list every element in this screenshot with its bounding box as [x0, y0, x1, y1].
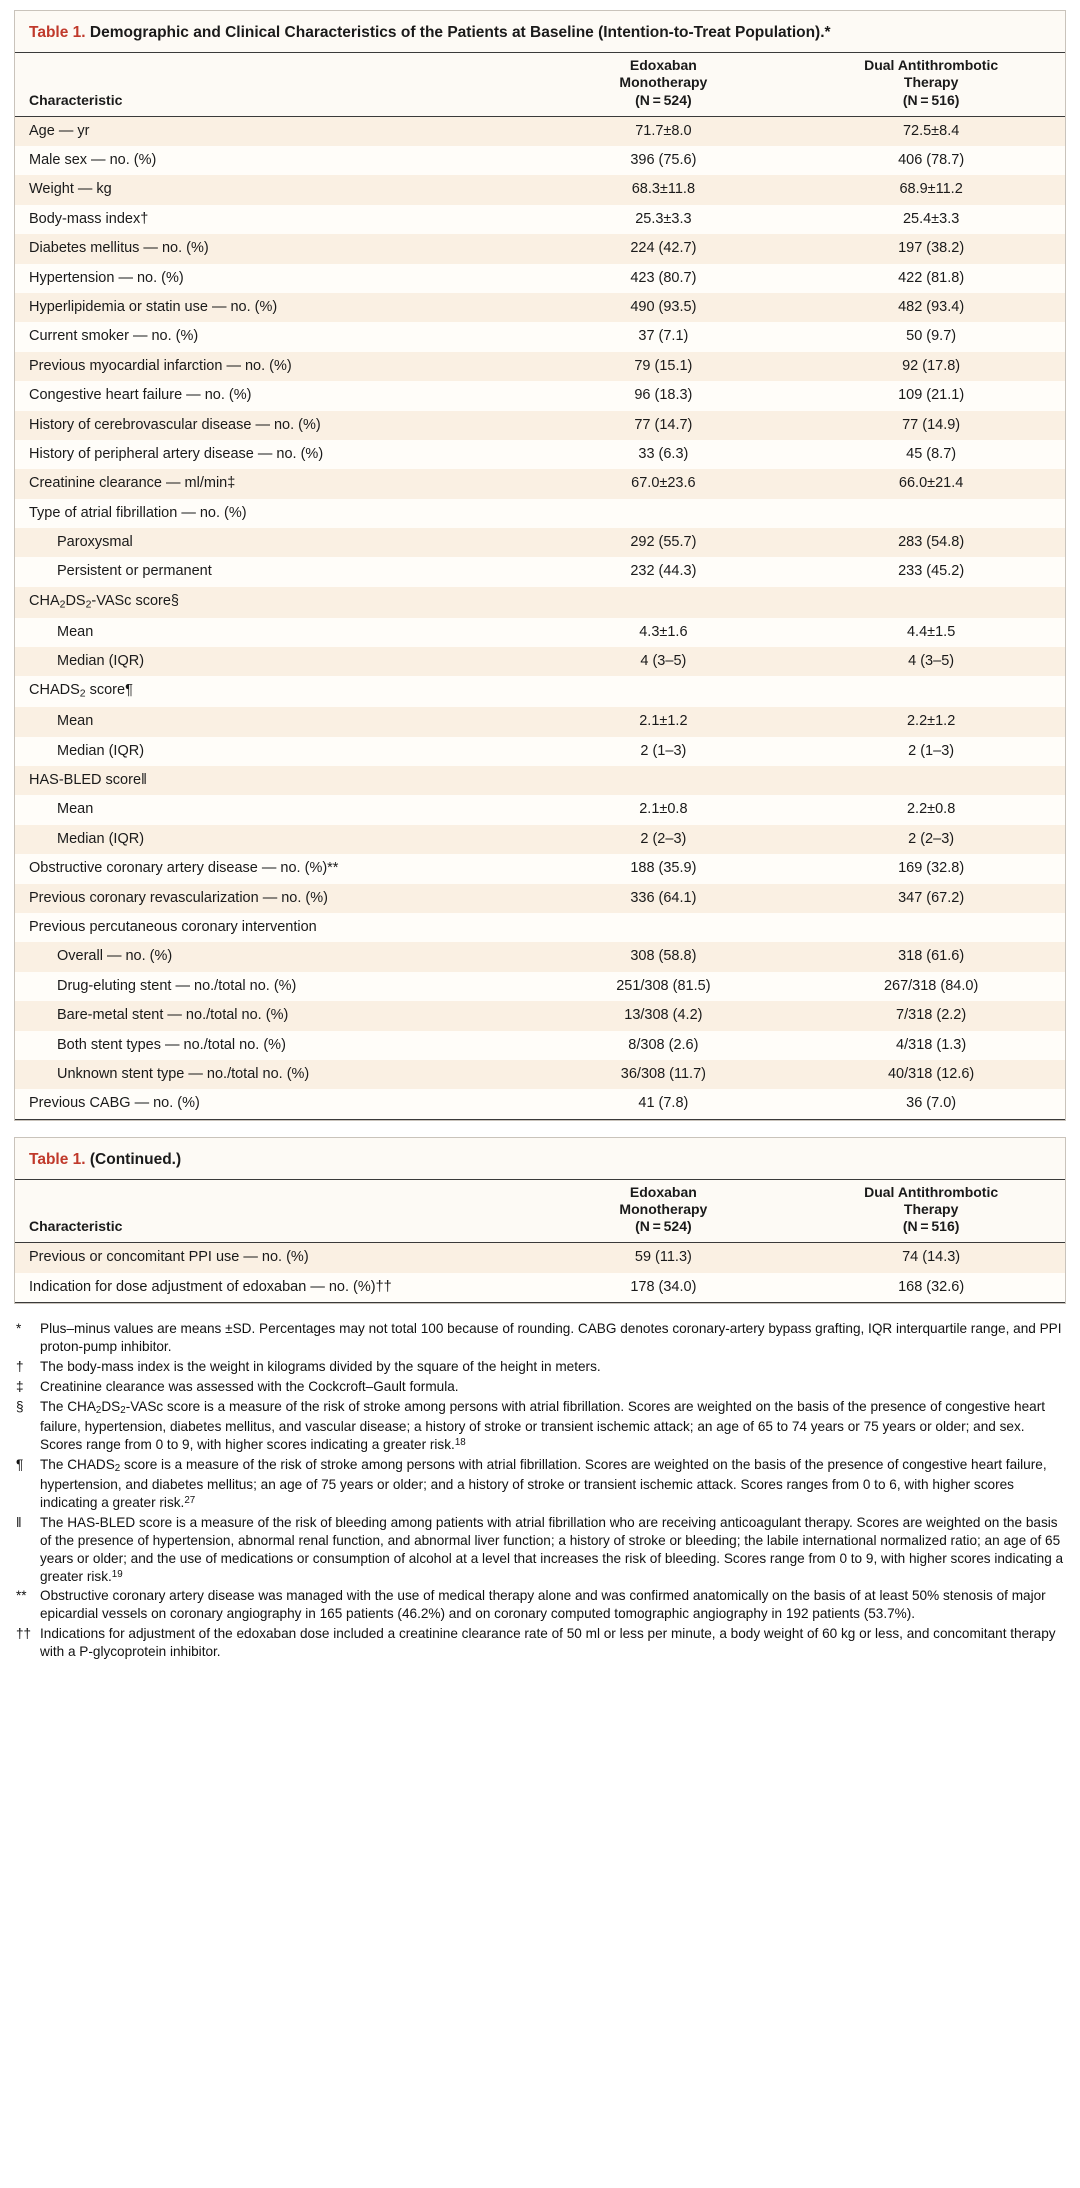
table-1-cont-body: [15, 1243, 1065, 1303]
row-label: $CHADS_2$ score¶: [15, 676, 530, 707]
row-value-dual: [797, 499, 1065, 528]
table-row: [15, 972, 1065, 1001]
row-value-dual: 283 (54.8): [797, 528, 1065, 557]
row-value-edoxaban: 2.1±0.8: [530, 795, 798, 824]
row-label: Median (IQR): [15, 825, 530, 854]
row-value-dual: 197 (38.2): [797, 234, 1065, 263]
row-label: Previous percutaneous coronary intervention: [15, 913, 530, 942]
row-value-edoxaban: 423 (80.7): [530, 264, 798, 293]
row-label: Weight — kg: [15, 175, 530, 204]
row-value-dual: 422 (81.8): [797, 264, 1065, 293]
row-label: Persistent or permanent: [15, 557, 530, 586]
table-row: [15, 469, 1065, 498]
col-header-edoxaban-line2: Monotherapy: [619, 1201, 708, 1218]
row-value-edoxaban: 178 (34.0): [530, 1273, 798, 1303]
table-row: [15, 1001, 1065, 1030]
row-value-edoxaban: 188 (35.9): [530, 854, 798, 883]
table-row: [15, 1060, 1065, 1089]
table-1-title-number: Table 1.: [29, 24, 86, 41]
row-label: Indication for dose adjustment of edoxaban — no. (%)††: [15, 1273, 530, 1303]
row-value-edoxaban: 71.7±8.0: [530, 116, 798, 146]
table-1-cont-title-text: (Continued.): [85, 1150, 182, 1168]
row-value-dual: [797, 766, 1065, 795]
footnote-text: The $CHADS_2$ score is a measure of the risk of stroke among persons with atrial fibrillation. Scores are weighted on the basis of the presence of congestive heart failure, hypertension, and diabetes mellitus; an age of 75 years or older; and a history of stroke or transient ischemic attack. Scores ranges from 0 to 6, with higher scores indicating a greater risk.$^{27}$: [40, 1456, 1047, 1510]
table-row: [15, 1031, 1065, 1060]
col-header-characteristic: Characteristic: [15, 53, 530, 116]
footnote-text: The $CHA_2DS_2$-VASc score is a measure of the risk of stroke among persons with atrial fibrillation. Scores are weighted on the basis of the presence of congestive heart failure, hypertension, diabetes mellitus, and vascular disease; a history of stroke or transient ischemic attack; an age of 65 to 74 years or 75 years or older; and sex. Scores range from 0 to 9, with higher scores indicating a greater risk.$^{18}$: [40, 1398, 1045, 1452]
footnote: [14, 1456, 1066, 1512]
footnote-text: Creatinine clearance was assessed with the Cockcroft–Gault formula.: [40, 1378, 459, 1394]
row-value-edoxaban: 232 (44.3): [530, 557, 798, 586]
col-header-edoxaban-monotherapy: [530, 1180, 798, 1243]
footnote: [14, 1625, 1066, 1661]
row-value-dual: 72.5±8.4: [797, 116, 1065, 146]
row-value-dual: 233 (45.2): [797, 557, 1065, 586]
row-value-edoxaban: 2.1±1.2: [530, 707, 798, 736]
row-value-edoxaban: 37 (7.1): [530, 322, 798, 351]
col-header-characteristic: Characteristic: [15, 1180, 530, 1243]
table-row: [15, 707, 1065, 736]
table-row: [15, 146, 1065, 175]
row-value-dual: 109 (21.1): [797, 381, 1065, 410]
row-label: Median (IQR): [15, 647, 530, 676]
col-header-dual-line1: Dual Antithrombotic: [864, 1184, 999, 1201]
table-row: [15, 499, 1065, 528]
row-value-dual: 68.9±11.2: [797, 175, 1065, 204]
table-row: [15, 825, 1065, 854]
table-row: [15, 264, 1065, 293]
row-label: Median (IQR): [15, 737, 530, 766]
table-row: [15, 381, 1065, 410]
row-value-dual: [797, 913, 1065, 942]
table-1-head: [15, 53, 1065, 116]
row-label: HAS-BLED score‖: [15, 766, 530, 795]
row-value-dual: 4 (3–5): [797, 647, 1065, 676]
row-value-edoxaban: [530, 766, 798, 795]
row-value-dual: 482 (93.4): [797, 293, 1065, 322]
row-value-edoxaban: [530, 499, 798, 528]
row-value-edoxaban: 79 (15.1): [530, 352, 798, 381]
row-label: Drug-eluting stent — no./total no. (%): [15, 972, 530, 1001]
row-label: Previous CABG — no. (%): [15, 1089, 530, 1119]
row-value-edoxaban: 41 (7.8): [530, 1089, 798, 1119]
table-row: [15, 557, 1065, 586]
row-label: Previous or concomitant PPI use — no. (%): [15, 1243, 530, 1273]
row-value-dual: 4.4±1.5: [797, 618, 1065, 647]
row-label: Unknown stent type — no./total no. (%): [15, 1060, 530, 1089]
row-value-dual: 2 (1–3): [797, 737, 1065, 766]
row-value-dual: 36 (7.0): [797, 1089, 1065, 1119]
table-1-continued: [14, 1137, 1066, 1304]
row-value-edoxaban: 292 (55.7): [530, 528, 798, 557]
table-1-body: [15, 116, 1065, 1119]
table-row: [15, 795, 1065, 824]
row-label: Current smoker — no. (%): [15, 322, 530, 351]
row-value-edoxaban: 8/308 (2.6): [530, 1031, 798, 1060]
table-row: [15, 293, 1065, 322]
footnote: [14, 1378, 1066, 1396]
row-label: Type of atrial fibrillation — no. (%): [15, 499, 530, 528]
row-value-edoxaban: 224 (42.7): [530, 234, 798, 263]
row-label: Mean: [15, 707, 530, 736]
row-label: Bare-metal stent — no./total no. (%): [15, 1001, 530, 1030]
row-label: Mean: [15, 618, 530, 647]
row-value-dual: 45 (8.7): [797, 440, 1065, 469]
footnote: [14, 1514, 1066, 1586]
table-row: [15, 205, 1065, 234]
col-header-edoxaban-line1: Edoxaban: [629, 1184, 697, 1201]
row-label: Age — yr: [15, 116, 530, 146]
row-value-dual: 406 (78.7): [797, 146, 1065, 175]
footnote-text: The body-mass index is the weight in kilograms divided by the square of the height in meters.: [40, 1358, 601, 1374]
footnote-marker: ¶: [16, 1456, 24, 1472]
row-value-dual: 169 (32.8): [797, 854, 1065, 883]
table-row: [15, 647, 1065, 676]
row-value-edoxaban: 25.3±3.3: [530, 205, 798, 234]
row-label: History of cerebrovascular disease — no. (%): [15, 411, 530, 440]
row-value-edoxaban: 4.3±1.6: [530, 618, 798, 647]
row-value-edoxaban: 68.3±11.8: [530, 175, 798, 204]
col-header-edoxaban-line1: Edoxaban: [629, 57, 697, 74]
footnote: [14, 1320, 1066, 1356]
footnote-marker: ‖: [16, 1514, 22, 1530]
row-label: Hyperlipidemia or statin use — no. (%): [15, 293, 530, 322]
row-label: Male sex — no. (%): [15, 146, 530, 175]
row-label: Previous myocardial infarction — no. (%): [15, 352, 530, 381]
row-label: Both stent types — no./total no. (%): [15, 1031, 530, 1060]
table-footnotes: [14, 1320, 1066, 1661]
col-header-dual-antithrombotic: [797, 1180, 1065, 1243]
footnote-marker: §: [16, 1398, 24, 1414]
table-row: [15, 1089, 1065, 1119]
row-label: Diabetes mellitus — no. (%): [15, 234, 530, 263]
footnote-text: Indications for adjustment of the edoxaban dose included a creatinine clearance rate of 50 ml or less per minute, a body weight of 60 kg or less, and concomitant therapy with a P-glycoprotein inhibitor.: [40, 1626, 1056, 1660]
row-label: $CHA_2DS_2$-VASc score§: [15, 587, 530, 618]
table-row: [15, 618, 1065, 647]
table-row: [15, 116, 1065, 146]
row-label: Mean: [15, 795, 530, 824]
row-value-edoxaban: 251/308 (81.5): [530, 972, 798, 1001]
row-value-edoxaban: 490 (93.5): [530, 293, 798, 322]
row-label: Hypertension — no. (%): [15, 264, 530, 293]
col-header-edoxaban-line3: (N = 524): [635, 91, 692, 108]
row-value-edoxaban: 308 (58.8): [530, 942, 798, 971]
col-header-dual-line3: (N = 516): [902, 91, 960, 108]
row-value-dual: 7/318 (2.2): [797, 1001, 1065, 1030]
table-row: [15, 440, 1065, 469]
row-value-edoxaban: 4 (3–5): [530, 647, 798, 676]
table-1-cont-title-number: Table 1.: [29, 1150, 86, 1168]
row-value-edoxaban: 336 (64.1): [530, 884, 798, 913]
row-label: Creatinine clearance — ml/min‡: [15, 469, 530, 498]
col-header-edoxaban-line2: Monotherapy: [619, 74, 708, 91]
row-value-dual: 4/318 (1.3): [797, 1031, 1065, 1060]
row-value-dual: 50 (9.7): [797, 322, 1065, 351]
col-header-edoxaban-monotherapy: [530, 53, 798, 116]
row-value-dual: [797, 676, 1065, 707]
table-row: [15, 411, 1065, 440]
row-value-dual: 2.2±0.8: [797, 795, 1065, 824]
row-value-edoxaban: 36/308 (11.7): [530, 1060, 798, 1089]
row-value-dual: 74 (14.3): [797, 1243, 1065, 1273]
footnote-marker: †: [16, 1358, 24, 1374]
table-row: [15, 942, 1065, 971]
footnote: [14, 1358, 1066, 1376]
table-row: [15, 587, 1065, 618]
table-row: [15, 913, 1065, 942]
row-value-edoxaban: 33 (6.3): [530, 440, 798, 469]
table-1-title: [15, 11, 1065, 52]
row-value-dual: 77 (14.9): [797, 411, 1065, 440]
col-header-dual-line2: Therapy: [903, 74, 959, 91]
row-value-dual: 66.0±21.4: [797, 469, 1065, 498]
col-header-edoxaban-line3: (N = 524): [635, 1218, 692, 1235]
row-label: Obstructive coronary artery disease — no. (%)**: [15, 854, 530, 883]
footnote-text: The HAS-BLED score is a measure of the risk of bleeding among patients with atrial fibrillation who are receiving anticoagulant therapy. Scores are weighted on the basis of the presence of hypertension, abnormal renal function, and abnormal liver function; a history of stroke or bleeding; the labile international normalized ratio; an age of 65 years or older; and the use of medications or consumption of alcohol at a level that increases the risk of bleeding. Scores range from 0 to 9, with higher scores indicating a greater risk.$^{19}$: [40, 1514, 1064, 1584]
footnote-text: Plus–minus values are means ±SD. Percentages may not total 100 because of rounding. CABG denotes coronary-artery bypass grafting, IQR interquartile range, and PPI proton-pump inhibitor.: [40, 1321, 1062, 1355]
row-value-dual: [797, 587, 1065, 618]
table-row: [15, 766, 1065, 795]
row-value-edoxaban: 67.0±23.6: [530, 469, 798, 498]
row-value-edoxaban: [530, 587, 798, 618]
table-1-cont-header-row: [15, 1180, 1065, 1243]
row-label: Congestive heart failure — no. (%): [15, 381, 530, 410]
table-1-title-text: Demographic and Clinical Characteristics of the Patients at Baseline (Intention-to-Treat Population).*: [85, 24, 831, 41]
table-row: [15, 854, 1065, 883]
table-row: [15, 175, 1065, 204]
table-row: [15, 884, 1065, 913]
footnote-marker: ‡: [16, 1378, 24, 1394]
table-row: [15, 352, 1065, 381]
table-row: [15, 676, 1065, 707]
row-value-edoxaban: [530, 676, 798, 707]
table-1: [14, 10, 1066, 1121]
footnote-marker: ††: [16, 1626, 32, 1642]
table-1-cont-grid: [15, 1179, 1065, 1303]
row-label: Body-mass index†: [15, 205, 530, 234]
table-row: [15, 234, 1065, 263]
footnote: [14, 1587, 1066, 1623]
row-value-edoxaban: 396 (75.6): [530, 146, 798, 175]
table-1-header-row: [15, 53, 1065, 116]
row-value-dual: 2.2±1.2: [797, 707, 1065, 736]
row-label: Previous coronary revascularization — no. (%): [15, 884, 530, 913]
table-row: [15, 528, 1065, 557]
row-value-edoxaban: 2 (2–3): [530, 825, 798, 854]
table-row: [15, 1273, 1065, 1303]
row-value-edoxaban: [530, 913, 798, 942]
col-header-dual-line2: Therapy: [903, 1201, 959, 1218]
row-value-dual: 267/318 (84.0): [797, 972, 1065, 1001]
table-row: [15, 1243, 1065, 1273]
table-1-cont-head: [15, 1180, 1065, 1243]
row-value-edoxaban: 13/308 (4.2): [530, 1001, 798, 1030]
col-header-dual-line1: Dual Antithrombotic: [864, 57, 999, 74]
row-value-edoxaban: 77 (14.7): [530, 411, 798, 440]
row-value-dual: 318 (61.6): [797, 942, 1065, 971]
row-value-dual: 92 (17.8): [797, 352, 1065, 381]
footnote: [14, 1398, 1066, 1454]
row-value-edoxaban: 2 (1–3): [530, 737, 798, 766]
row-value-dual: 25.4±3.3: [797, 205, 1065, 234]
row-label: Overall — no. (%): [15, 942, 530, 971]
table-row: [15, 322, 1065, 351]
row-value-dual: 40/318 (12.6): [797, 1060, 1065, 1089]
table-1-grid: [15, 52, 1065, 1119]
footnote-text: Obstructive coronary artery disease was managed with the use of medical therapy alone and was confirmed anatomically on the basis of at least 50% stenosis of major epicardial vessels on coronary angiography in 165 patients (46.2%) and on coronary computed tomographic angiography in 192 patients (53.7%).: [40, 1588, 1046, 1622]
table-1-cont-title: [15, 1138, 1065, 1179]
col-header-dual-antithrombotic: [797, 53, 1065, 116]
table-row: [15, 737, 1065, 766]
row-label: Paroxysmal: [15, 528, 530, 557]
row-value-dual: 347 (67.2): [797, 884, 1065, 913]
row-value-dual: 168 (32.6): [797, 1273, 1065, 1303]
row-value-dual: 2 (2–3): [797, 825, 1065, 854]
row-value-edoxaban: 59 (11.3): [530, 1243, 798, 1273]
footnote-marker: **: [16, 1588, 27, 1604]
footnote-marker: *: [16, 1321, 22, 1337]
row-label: History of peripheral artery disease — no. (%): [15, 440, 530, 469]
col-header-dual-line3: (N = 516): [902, 1218, 960, 1235]
row-value-edoxaban: 96 (18.3): [530, 381, 798, 410]
